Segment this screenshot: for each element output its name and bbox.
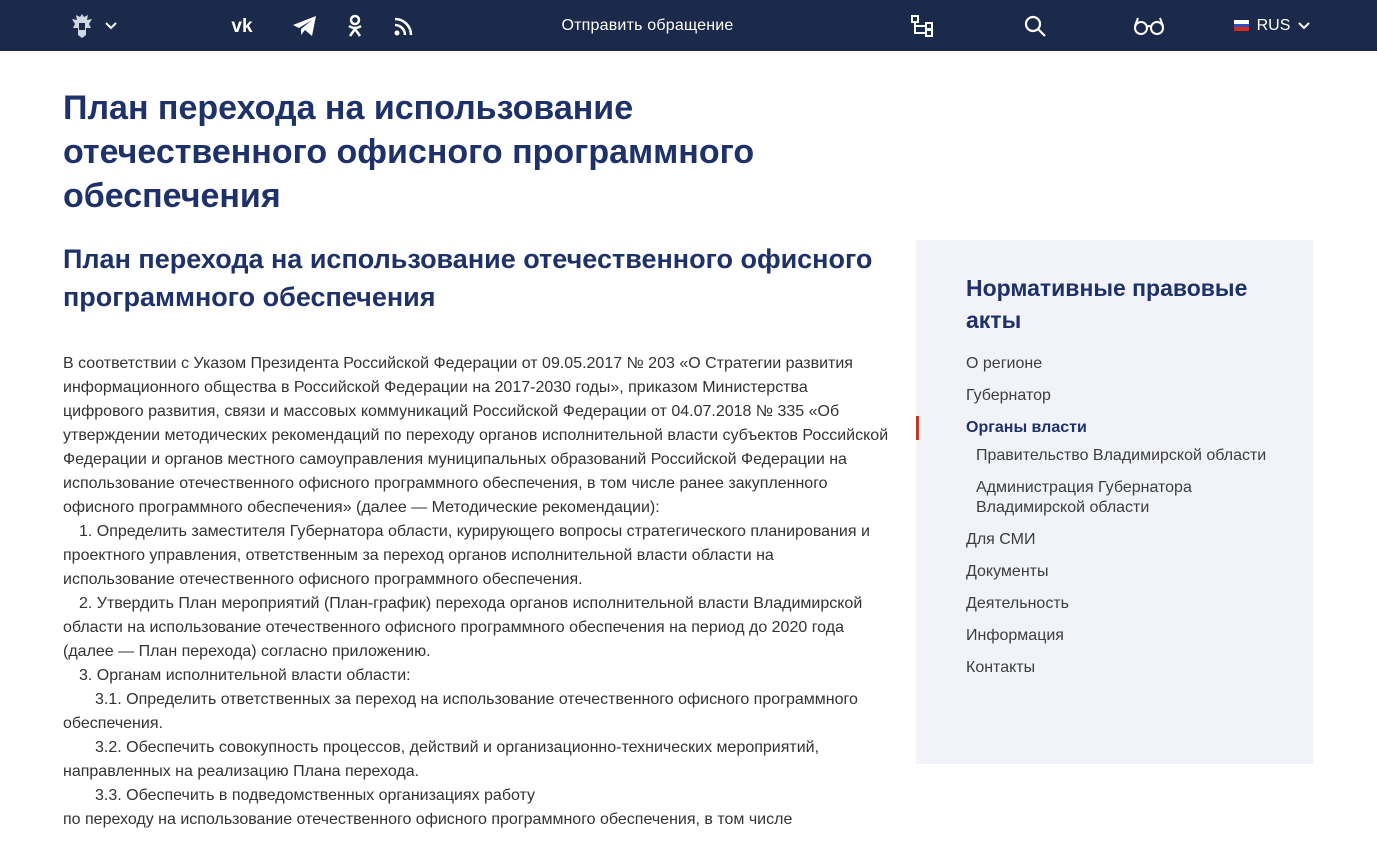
search-icon <box>1024 15 1046 37</box>
coat-of-arms-icon <box>67 11 97 41</box>
send-appeal-link[interactable]: Отправить обращение <box>561 16 734 34</box>
rss-icon <box>394 16 414 36</box>
paragraph-item-3-3-continued: по переходу на использование отечественного офисного программного обеспечения, в том числе <box>63 811 793 828</box>
sidebar-item-contacts[interactable]: Контакты <box>966 659 1036 676</box>
sidebar-item-authorities[interactable]: Органы власти <box>966 418 1286 438</box>
sitemap-button[interactable] <box>908 0 938 51</box>
sidebar-item-information[interactable]: Информация <box>966 627 1064 644</box>
flag-ru-icon <box>1234 20 1249 31</box>
vk-icon <box>224 16 260 36</box>
sidebar-submenu-authorities <box>966 446 1286 518</box>
region-menu-button[interactable] <box>60 0 124 51</box>
telegram-link[interactable] <box>290 0 320 51</box>
sidebar-item-for-media[interactable]: Для СМИ <box>966 531 1036 548</box>
sidebar-navigation <box>916 240 1313 764</box>
rss-link[interactable] <box>392 0 416 51</box>
sidebar-item-about-region[interactable]: О регионе <box>966 355 1043 372</box>
sidebar-item-government[interactable]: Правительство Владимирской области <box>976 447 1267 464</box>
paragraph-item-2: 2. Утвердить План мероприятий (План-график) перехода органов исполнительной власти Владимирской области на использование отечественного офисного программного обеспечения на период до 2020 года (далее — План перехода) согласно приложению. <box>63 595 863 660</box>
odnoklassniki-link[interactable] <box>344 0 366 51</box>
sidebar-item-documents[interactable]: Документы <box>966 563 1049 580</box>
sidebar-item-governor[interactable]: Губернатор <box>966 387 1051 404</box>
sitemap-icon <box>911 15 935 37</box>
sidebar-title: Нормативные правовые акты <box>966 275 1248 333</box>
chevron-down-icon <box>1298 22 1310 30</box>
odnoklassniki-icon <box>347 14 363 38</box>
sidebar-item-governor-administration[interactable]: Администрация Губернатора Владимирской области <box>976 479 1192 516</box>
language-selector[interactable] <box>1224 0 1320 51</box>
paragraph-intro: В соответствии с Указом Президента Российской Федерации от 09.05.2017 № 203 «О Стратегии развития информационного общества в Российской Федерации на 2017-2030 годы», приказом Министерства цифрового развития, связи и массовых коммуникаций Российской Федерации от 04.07.2018 № 335 «Об утверждении методических рекомендаций по переходу органов исполнительной власти субъектов Российской Федерации и органов местного самоуправления муниципальных образований Российской Федерации на использование отечественного офисного программного обеспечения, в том числе ранее закупленного офисного программного обеспечения» (далее — Методические рекомендации): <box>63 355 889 516</box>
glasses-icon <box>1133 17 1165 35</box>
accessibility-version-button[interactable] <box>1130 0 1168 51</box>
vk-link[interactable] <box>222 0 262 51</box>
sidebar-menu <box>966 354 1286 690</box>
language-label: RUS <box>1256 16 1291 34</box>
paragraph-item-1: 1. Определить заместителя Губернатора области, курирующего вопросы стратегического планирования и проектного управления, ответственным за переход органов исполнительной власти области на использование отечественного офисного программного обеспечения. <box>63 523 870 588</box>
telegram-icon <box>292 15 318 37</box>
document-body <box>63 352 889 832</box>
paragraph-item-3: 3. Органам исполнительной власти области: <box>79 667 411 684</box>
paragraph-item-3-2: 3.2. Обеспечить совокупность процессов, действий и организационно-технических мероприятий, направленных на реализацию Плана перехода. <box>63 739 820 780</box>
sidebar-item-activity[interactable]: Деятельность <box>966 595 1069 612</box>
document-title: План перехода на использование отечественного офисного программного обеспечения <box>63 244 873 312</box>
page-title: План перехода на использование отечественного офисного программного обеспечения <box>63 89 755 215</box>
paragraph-item-3-3: 3.3. Обеспечить в подведомственных организациях работу <box>95 787 536 804</box>
svg-text:vk: vk <box>231 15 253 36</box>
search-button[interactable] <box>1020 0 1050 51</box>
paragraph-item-3-1: 3.1. Определить ответственных за переход на использование отечественного офисного программного обеспечения. <box>63 691 858 732</box>
top-navigation-bar <box>0 0 1377 51</box>
chevron-down-icon <box>105 22 117 30</box>
